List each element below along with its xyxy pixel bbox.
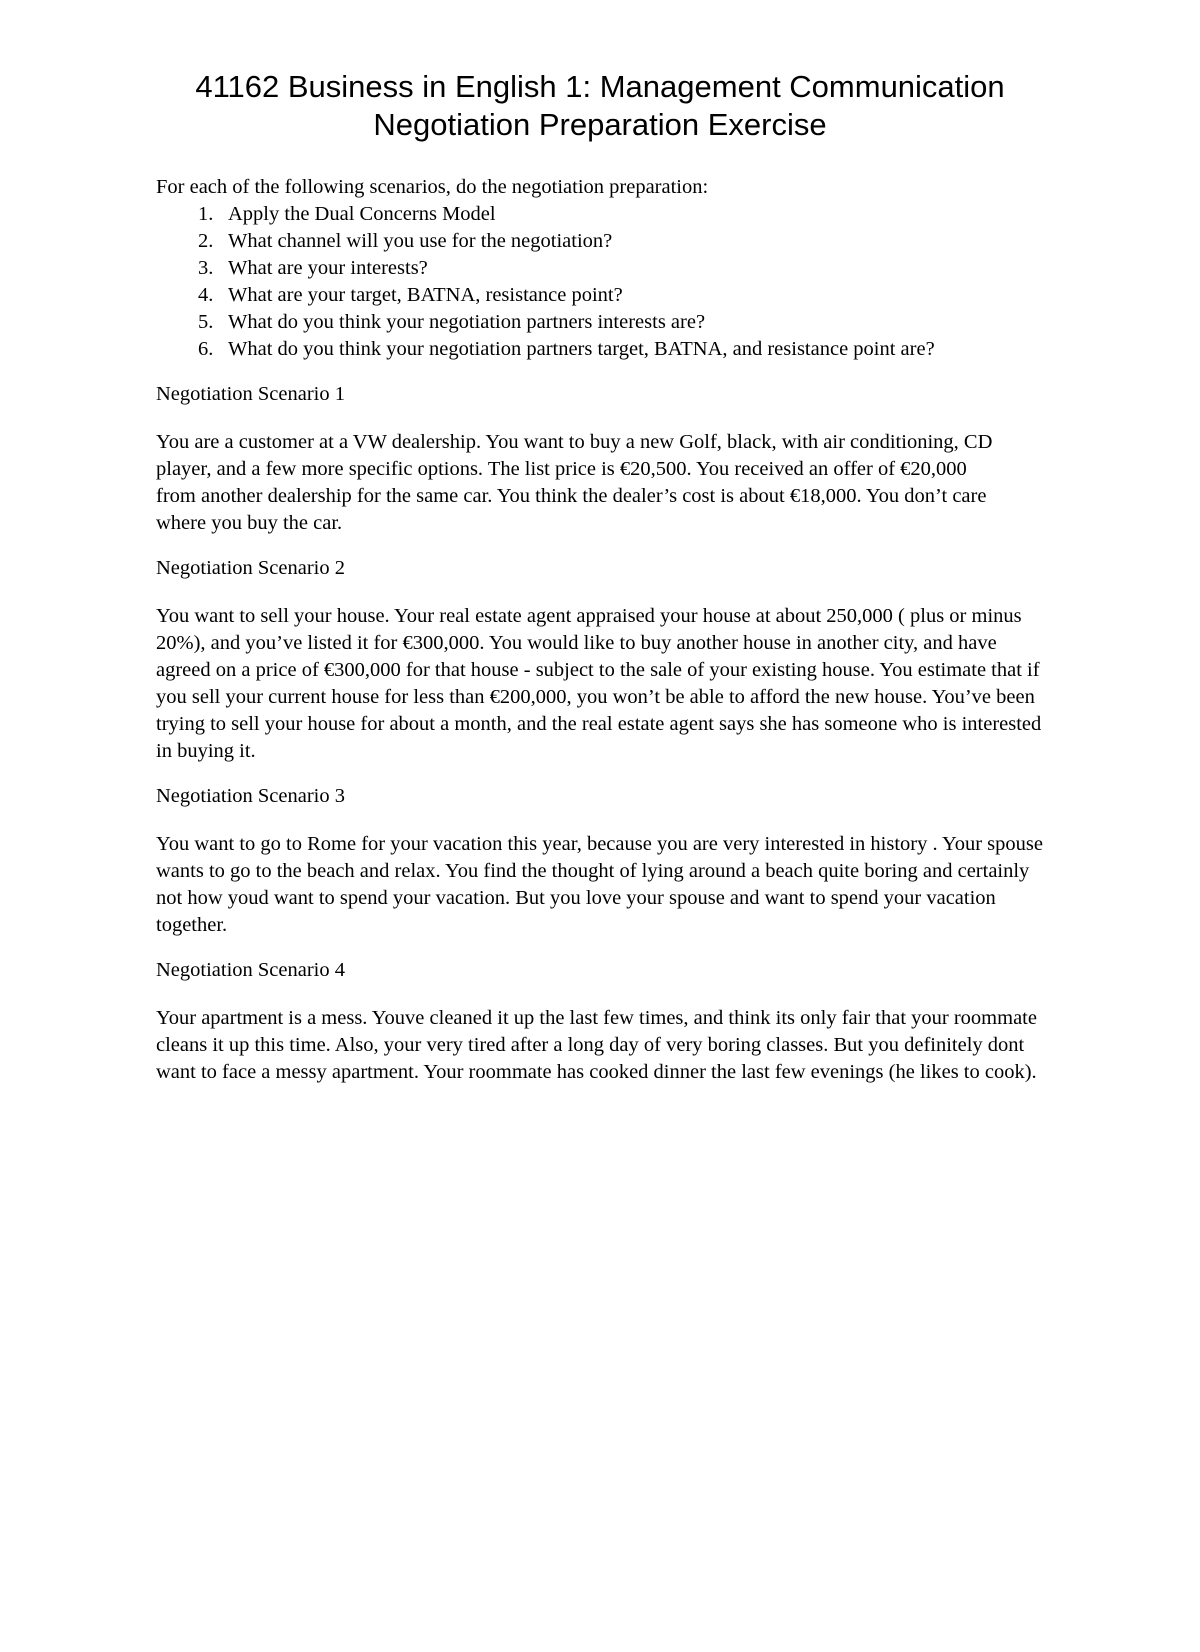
- task-item: [156, 255, 1056, 282]
- task-number: 5.: [198, 311, 214, 333]
- task-item: [156, 336, 1056, 363]
- task-text: What are your target, BATNA, resistance point?: [228, 284, 623, 306]
- scenario-4-text: Your apartment is a mess. Youve cleaned it up the last few times, and think its only fair that your roommate cleans it up this time. Also, your very tired after a long day of very boring classes. But you definitely dont want to face a messy apartment. Your roommate has cooked dinner the last few evenings (he likes to cook).: [156, 1007, 1037, 1083]
- scenario-3-heading: Negotiation Scenario 3: [156, 785, 346, 807]
- task-text: Apply the Dual Concerns Model: [228, 203, 496, 225]
- task-text: What are your interests?: [228, 257, 428, 279]
- scenario-2-text: You want to sell your house. Your real estate agent appraised your house at about 250,000 ( plus or minus 20%), and you’ve listed it for €300,000. You would like to buy another house in another city, and have agreed on a price of €300,000 for that house - subject to the sale of your existing house. You estimate that if you sell your current house for less than €200,000, you won’t be able to afford the new house. You’ve been trying to sell your house for about a month, and the real estate agent says she has someone who is interested in buying it.: [156, 605, 1042, 762]
- title-line-course: 41162 Business in English 1: Management Communication: [195, 69, 1005, 104]
- title-line-exercise: Negotiation Preparation Exercise: [373, 107, 827, 142]
- task-text: What do you think your negotiation partners target, BATNA, and resistance point are?: [228, 338, 935, 360]
- task-item: [156, 201, 1056, 228]
- intro-text: For each of the following scenarios, do the negotiation preparation:: [156, 176, 709, 198]
- task-item: [156, 309, 1056, 336]
- task-text: What do you think your negotiation partners interests are?: [228, 311, 706, 333]
- task-number: 3.: [198, 257, 214, 279]
- scenario-1-text: You are a customer at a VW dealership. You want to buy a new Golf, black, with air conditioning, CD player, and a few more specific options. The list price is €20,500. You received an offer of €20,000 from another dealership for the same car. You think the dealer’s cost is about €18,000. You don’t care where you buy the car.: [156, 431, 993, 534]
- task-item: [156, 282, 1056, 309]
- task-number: 4.: [198, 284, 214, 306]
- task-number: 2.: [198, 230, 214, 252]
- document-body: [156, 174, 1056, 1086]
- task-number: 1.: [198, 203, 214, 225]
- scenario-4-heading: Negotiation Scenario 4: [156, 959, 346, 981]
- task-list: [156, 201, 1056, 363]
- scenario-2-heading: Negotiation Scenario 2: [156, 557, 346, 579]
- scenario-1-heading: Negotiation Scenario 1: [156, 383, 346, 405]
- task-text: What channel will you use for the negotiation?: [228, 230, 613, 252]
- task-item: [156, 228, 1056, 255]
- task-number: 6.: [198, 338, 214, 360]
- document-title: [150, 68, 1050, 144]
- scenario-3-text: You want to go to Rome for your vacation this year, because you are very interested in history . Your spouse wants to go to the beach and relax. You find the thought of lying around a beach quite boring and certainly not how youd want to spend your vacation. But you love your spouse and want to spend your vacation together.: [156, 833, 1043, 936]
